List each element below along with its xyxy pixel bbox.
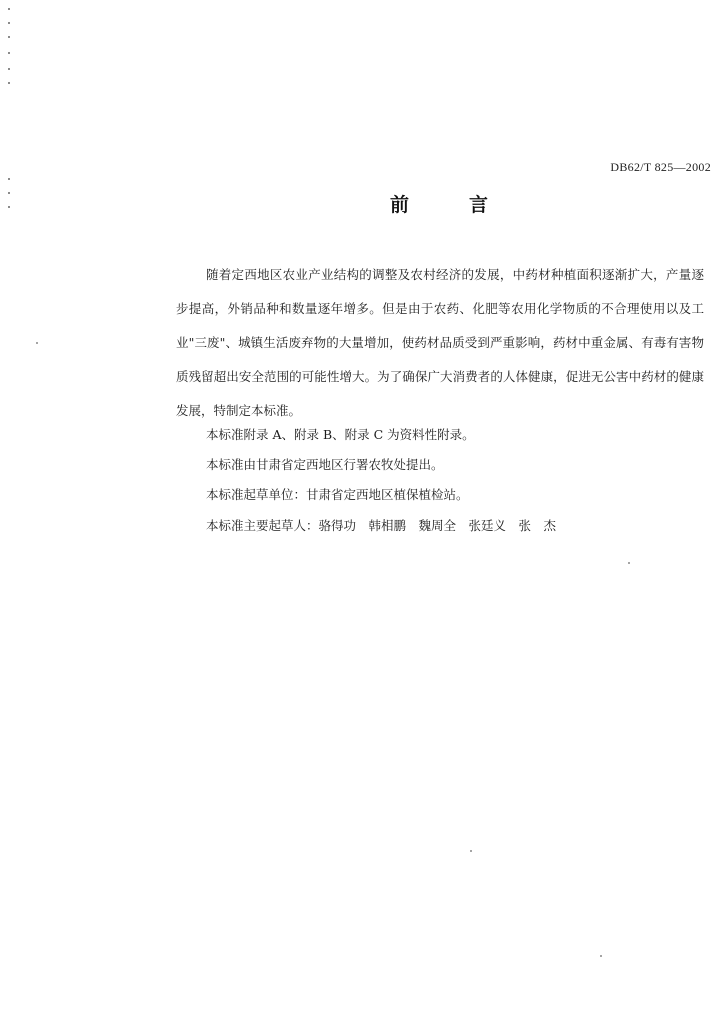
binding-mark: [8, 22, 10, 24]
binding-mark: [8, 52, 10, 54]
appendix-note: 本标准附录 A、附录 B、附录 C 为资料性附录。: [206, 427, 475, 442]
binding-mark: [8, 192, 10, 194]
title-part-1: 前: [390, 194, 410, 216]
proposer-note: 本标准由甘肃省定西地区行署农牧处提出。: [206, 457, 444, 472]
binding-mark: [8, 68, 10, 70]
scan-speck: [36, 342, 38, 344]
title-part-2: 言: [469, 194, 489, 216]
binding-mark: [8, 178, 10, 180]
intro-paragraph: 随着定西地区农业产业结构的调整及农村经济的发展，中药材种植面积逐渐扩大，产量逐步提高，外销品种和数量逐年增多。但是由于农药、化肥等农用化学物质的不合理使用以及工业"三废"、城镇生活废弃物的大量增加，使药材品质受到严重影响，药材中重金属、有毒有害物质残留超出安全范围的可能性增大。为了确保广大消费者的人体健康，促进无公害中药材的健康发展，特制定本标准。: [176, 267, 704, 418]
binding-mark: [8, 36, 10, 38]
drafter-unit-note: 本标准起草单位：甘肃省定西地区植保植检站。: [206, 487, 469, 502]
binding-mark: [8, 82, 10, 84]
binding-marks: [8, 8, 12, 228]
standard-code: DB62/T 825—2002: [610, 160, 711, 174]
scan-speck: [628, 562, 630, 564]
drafters-note: 本标准主要起草人：骆得功 韩相鹏 魏周全 张廷义 张 杰: [206, 518, 557, 533]
scan-speck: [600, 955, 602, 957]
binding-mark: [8, 8, 10, 10]
binding-mark: [8, 206, 10, 208]
page-title: [390, 190, 488, 217]
scan-speck: [470, 850, 472, 852]
